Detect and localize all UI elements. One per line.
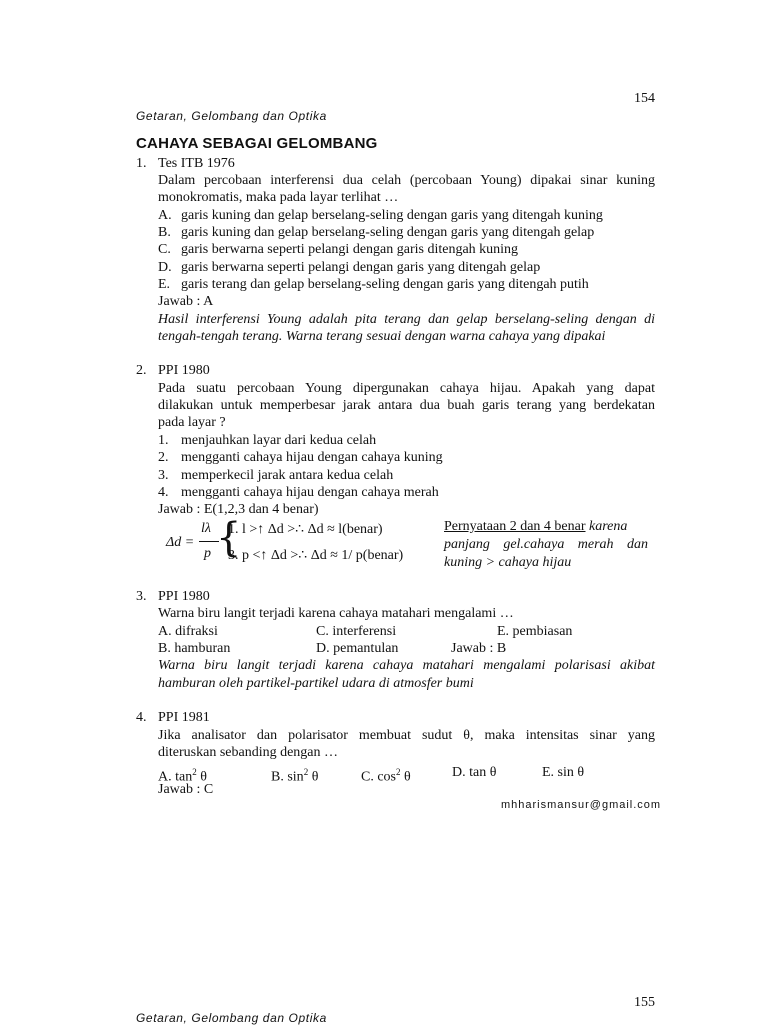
option-variable: θ bbox=[400, 769, 411, 785]
question-number: 4. bbox=[136, 710, 147, 725]
question-source: PPI 1980 bbox=[158, 363, 210, 378]
answer: Jawab : E(1,2,3 dan 4 benar) bbox=[158, 502, 319, 517]
option-d bbox=[452, 764, 496, 781]
note-tail: karena bbox=[585, 519, 628, 534]
question-text-line: Dalam percobaan interferensi dua celah (percobaan Young) dipakai sinar kuning bbox=[158, 173, 655, 188]
option-number: 1. bbox=[158, 433, 169, 448]
answer: Jawab : B bbox=[451, 641, 507, 656]
answer: Jawab : A bbox=[158, 294, 214, 309]
option-letter: C. bbox=[158, 242, 171, 257]
question-source: PPI 1980 bbox=[158, 589, 210, 604]
section-title: CAHAYA SEBAGAI GELOMBANG bbox=[136, 135, 378, 152]
option-c: C. interferensi bbox=[316, 624, 397, 639]
option-text: menjauhkan layar dari kedua celah bbox=[181, 433, 377, 448]
option-c bbox=[361, 764, 411, 786]
formula-case-2: 3. p <↑ Δd >∴ Δd ≈ 1/ p(benar) bbox=[228, 548, 404, 563]
formula-numerator: lλ bbox=[201, 521, 211, 536]
option-text: B. sin bbox=[271, 769, 304, 785]
note-underlined: Pernyataan 2 dan 4 benar bbox=[444, 519, 586, 534]
question-text-line: Jika analisator dan polarisator membuat sudut θ, maka intensitas sinar yang bbox=[158, 728, 655, 743]
question-source: Tes ITB 1976 bbox=[158, 156, 235, 171]
question-text-line: Warna biru langit terjadi karena cahaya matahari mengalami … bbox=[158, 606, 514, 621]
option-variable: θ bbox=[308, 769, 319, 785]
option-text: D. tan θ bbox=[452, 765, 497, 780]
option-a: A. difraksi bbox=[158, 624, 218, 639]
explanation-line: Warna biru langit terjadi karena cahaya matahari mengalami polarisasi akibat bbox=[158, 658, 655, 673]
answer: Jawab : C bbox=[158, 782, 214, 797]
option-text: mengganti cahaya hijau dengan cahaya kuning bbox=[181, 450, 443, 465]
note-line-3: kuning > cahaya hijau bbox=[444, 555, 572, 570]
option-e bbox=[542, 764, 584, 781]
question-text-line: monokromatis, maka pada layar terlihat … bbox=[158, 190, 399, 205]
formula-lhs: Δd = bbox=[166, 535, 195, 550]
option-text: garis kuning dan gelap berselang-seling dengan garis yang ditengah kuning bbox=[181, 208, 603, 223]
option-number: 4. bbox=[158, 485, 169, 500]
question-source: PPI 1981 bbox=[158, 710, 210, 725]
option-text: garis berwarna seperti pelangi dengan garis yang ditengah gelap bbox=[181, 260, 541, 275]
option-exponent: 2 bbox=[192, 767, 197, 777]
explanation-line: tengah-tengah terang. Warna terang sesuai dengan warna cahaya yang dipakai bbox=[158, 329, 606, 344]
footer-email: mhharismansur@gmail.com bbox=[501, 799, 662, 811]
option-variable: θ bbox=[196, 769, 207, 785]
explanation-line: Hasil interferensi Young adalah pita terang dan gelap berselang-seling dengan di bbox=[158, 312, 655, 327]
question-number: 2. bbox=[136, 363, 147, 378]
option-number: 2. bbox=[158, 450, 169, 465]
option-text: garis berwarna seperti pelangi dengan garis ditengah kuning bbox=[181, 242, 519, 257]
option-letter: D. bbox=[158, 260, 172, 275]
option-text: memperkecil jarak antara kedua celah bbox=[181, 468, 394, 483]
question-number: 3. bbox=[136, 589, 147, 604]
option-d: D. pemantulan bbox=[316, 641, 399, 656]
option-b: B. hamburan bbox=[158, 641, 231, 656]
option-text: E. sin θ bbox=[542, 765, 585, 780]
option-b bbox=[271, 764, 318, 786]
option-text: A. tan bbox=[158, 769, 193, 785]
formula-denominator: p bbox=[204, 546, 211, 561]
option-letter: A. bbox=[158, 208, 172, 223]
option-text: C. cos bbox=[361, 769, 396, 785]
note-line-1 bbox=[444, 518, 627, 535]
brace-icon: { bbox=[216, 515, 242, 561]
question-text-line: diteruskan sebanding dengan … bbox=[158, 745, 339, 760]
option-text: garis kuning dan gelap berselang-seling dengan garis yang ditengah gelap bbox=[181, 225, 595, 240]
explanation-line: hamburan oleh partikel-partikel udara di atmosfer bumi bbox=[158, 676, 474, 691]
option-e: E. pembiasan bbox=[497, 624, 573, 639]
option-text: garis terang dan gelap berselang-seling dengan garis yang ditengah putih bbox=[181, 277, 589, 292]
option-text: mengganti cahaya hijau dengan cahaya merah bbox=[181, 485, 439, 500]
option-exponent: 2 bbox=[303, 767, 309, 777]
question-text-line: dilakukan untuk memperbesar jarak antara dua buah garis terang yang berdekatan bbox=[158, 398, 655, 413]
running-head-bottom: Getaran, Gelombang dan Optika bbox=[136, 1011, 327, 1025]
formula-case-1: 1. l >↑ Δd >∴ Δd ≈ l(benar) bbox=[228, 522, 383, 537]
question-text-line: pada layar ? bbox=[158, 415, 226, 430]
question-text-line: Pada suatu percobaan Young dipergunakan cahaya hijau. Apakah yang dapat bbox=[158, 381, 655, 396]
option-exponent: 2 bbox=[396, 767, 401, 777]
note-line-2: panjang gel.cahaya merah dan bbox=[444, 537, 648, 552]
running-head-top: Getaran, Gelombang dan Optika bbox=[136, 109, 327, 123]
option-letter: B. bbox=[158, 225, 171, 240]
page-number-bottom: 155 bbox=[634, 995, 655, 1010]
option-letter: E. bbox=[158, 277, 171, 292]
question-number: 1. bbox=[136, 156, 147, 171]
page-number-top: 154 bbox=[634, 91, 655, 106]
option-number: 3. bbox=[158, 468, 169, 483]
